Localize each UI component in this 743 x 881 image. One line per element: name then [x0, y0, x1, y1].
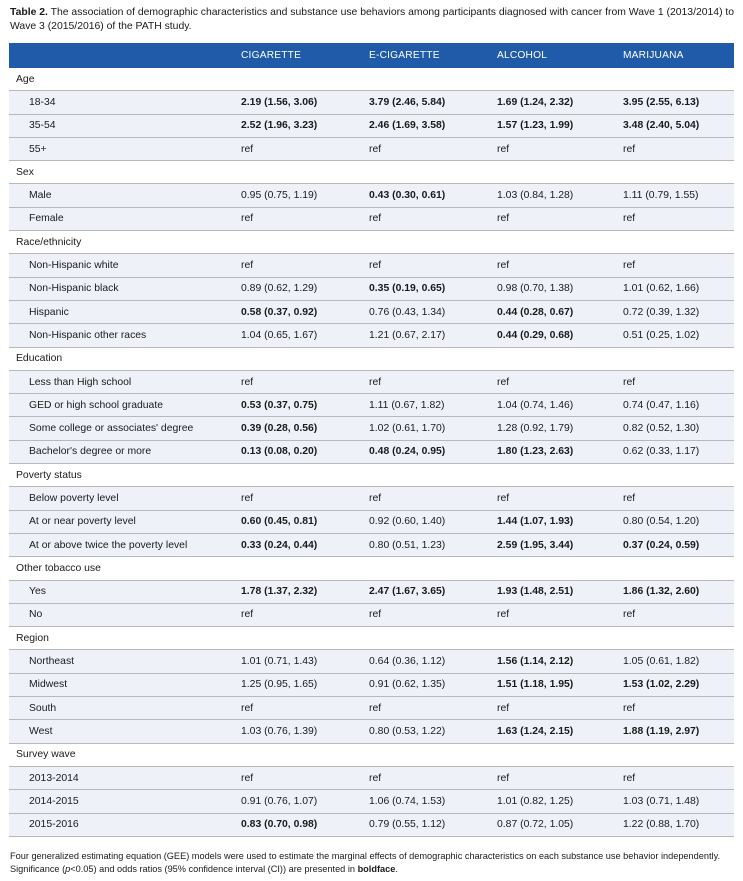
table-cell: ref — [497, 370, 623, 393]
table-row — [9, 533, 734, 556]
column-header: E-CIGARETTE — [369, 43, 497, 68]
row-label: 2014-2015 — [9, 790, 241, 813]
table-cell: 0.43 (0.30, 0.61) — [369, 184, 497, 207]
empty-cell — [241, 347, 369, 370]
table-cell: 1.56 (1.14, 2.12) — [497, 650, 623, 673]
table-cell: ref — [241, 137, 369, 160]
table-row — [9, 790, 734, 813]
table-row — [9, 487, 734, 510]
table-cell: 0.91 (0.62, 1.35) — [369, 673, 497, 696]
table-cell: 1.53 (1.02, 2.29) — [623, 673, 734, 696]
table-cell: 0.44 (0.29, 0.68) — [497, 324, 623, 347]
table-row — [9, 184, 734, 207]
table-cell: 0.35 (0.19, 0.65) — [369, 277, 497, 300]
table-cell: 1.51 (1.18, 1.95) — [497, 673, 623, 696]
row-label: 55+ — [9, 137, 241, 160]
table-cell: 1.44 (1.07, 1.93) — [497, 510, 623, 533]
row-label: Some college or associates' degree — [9, 417, 241, 440]
table-row — [9, 440, 734, 463]
table-cell: 1.01 (0.71, 1.43) — [241, 650, 369, 673]
table-group-row — [9, 743, 734, 766]
table-cell: 1.22 (0.88, 1.70) — [623, 813, 734, 836]
empty-cell — [369, 743, 497, 766]
table-row — [9, 510, 734, 533]
table-row — [9, 720, 734, 743]
table-cell: 0.80 (0.53, 1.22) — [369, 720, 497, 743]
table-cell: ref — [369, 766, 497, 789]
table-caption-label: Table 2. — [10, 7, 48, 18]
row-label: Non-Hispanic other races — [9, 324, 241, 347]
group-label: Poverty status — [9, 464, 241, 487]
empty-cell — [497, 464, 623, 487]
empty-cell — [369, 161, 497, 184]
table-row — [9, 91, 734, 114]
table-cell: ref — [623, 603, 734, 626]
footnote-bold: boldface — [357, 863, 396, 874]
table-cell: 0.53 (0.37, 0.75) — [241, 394, 369, 417]
table-group-row — [9, 464, 734, 487]
empty-cell — [497, 347, 623, 370]
empty-cell — [241, 161, 369, 184]
row-label: 2015-2016 — [9, 813, 241, 836]
table-cell: 1.28 (0.92, 1.79) — [497, 417, 623, 440]
table-cell: 0.80 (0.51, 1.23) — [369, 533, 497, 556]
table-row — [9, 114, 734, 137]
table-cell: 0.13 (0.08, 0.20) — [241, 440, 369, 463]
empty-cell — [241, 627, 369, 650]
empty-cell — [241, 557, 369, 580]
empty-cell — [369, 627, 497, 650]
empty-cell — [623, 347, 734, 370]
table-row — [9, 673, 734, 696]
table-cell: ref — [241, 487, 369, 510]
table-cell: 1.01 (0.62, 1.66) — [623, 277, 734, 300]
table-cell: 0.79 (0.55, 1.12) — [369, 813, 497, 836]
table-cell: 3.95 (2.55, 6.13) — [623, 91, 734, 114]
column-header: MARIJUANA — [623, 43, 734, 68]
row-label: No — [9, 603, 241, 626]
table-cell: 1.63 (1.24, 2.15) — [497, 720, 623, 743]
row-label: Non-Hispanic black — [9, 277, 241, 300]
header-row — [9, 43, 734, 68]
table-cell: ref — [497, 137, 623, 160]
table-cell: 0.74 (0.47, 1.16) — [623, 394, 734, 417]
table-cell: 0.44 (0.28, 0.67) — [497, 300, 623, 323]
table-cell: ref — [241, 603, 369, 626]
table-cell: 0.62 (0.33, 1.17) — [623, 440, 734, 463]
table-cell: 0.83 (0.70, 0.98) — [241, 813, 369, 836]
table-cell: 2.59 (1.95, 3.44) — [497, 533, 623, 556]
group-label: Other tobacco use — [9, 557, 241, 580]
group-label: Sex — [9, 161, 241, 184]
empty-cell — [623, 627, 734, 650]
results-table — [9, 43, 734, 837]
table-cell: 2.52 (1.96, 3.23) — [241, 114, 369, 137]
table-cell: ref — [497, 254, 623, 277]
footnote-text: <0.05) and odds ratios (95% confidence interval (CI)) are presented in — [70, 863, 358, 874]
empty-cell — [623, 464, 734, 487]
row-label: GED or high school graduate — [9, 394, 241, 417]
empty-cell — [497, 557, 623, 580]
table-cell: ref — [623, 137, 734, 160]
table-cell: 0.60 (0.45, 0.81) — [241, 510, 369, 533]
table-cell: ref — [497, 766, 623, 789]
table-cell: 0.95 (0.75, 1.19) — [241, 184, 369, 207]
table-cell: 0.37 (0.24, 0.59) — [623, 533, 734, 556]
table-cell: 1.03 (0.71, 1.48) — [623, 790, 734, 813]
empty-cell — [497, 627, 623, 650]
group-label: Region — [9, 627, 241, 650]
row-label: At or near poverty level — [9, 510, 241, 533]
table-cell: 1.04 (0.65, 1.67) — [241, 324, 369, 347]
row-label: 35-54 — [9, 114, 241, 137]
empty-cell — [241, 231, 369, 254]
table-cell: ref — [623, 766, 734, 789]
table-caption-text: The association of demographic characteristics and substance use behaviors among participants diagnosed with cancer from Wave 1 (2013/2014) to Wave 3 (2015/2016) of the PATH study. — [10, 7, 735, 32]
table-cell: 1.57 (1.23, 1.99) — [497, 114, 623, 137]
row-label: West — [9, 720, 241, 743]
empty-cell — [497, 743, 623, 766]
table-cell: 2.47 (1.67, 3.65) — [369, 580, 497, 603]
table-cell: ref — [497, 207, 623, 230]
table-cell: 0.64 (0.36, 1.12) — [369, 650, 497, 673]
table-cell: ref — [369, 603, 497, 626]
table-cell: ref — [497, 487, 623, 510]
table-row — [9, 300, 734, 323]
table-row — [9, 603, 734, 626]
empty-cell — [369, 68, 497, 91]
table-body — [9, 68, 734, 836]
table-cell: 1.93 (1.48, 2.51) — [497, 580, 623, 603]
column-header: ALCOHOL — [497, 43, 623, 68]
table-cell: 0.33 (0.24, 0.44) — [241, 533, 369, 556]
empty-cell — [241, 68, 369, 91]
table-cell: ref — [623, 254, 734, 277]
empty-cell — [497, 161, 623, 184]
table-cell: 0.87 (0.72, 1.05) — [497, 813, 623, 836]
group-label: Age — [9, 68, 241, 91]
table-row — [9, 394, 734, 417]
table-cell: ref — [241, 254, 369, 277]
table-cell: ref — [369, 137, 497, 160]
empty-cell — [623, 161, 734, 184]
table-cell: 0.92 (0.60, 1.40) — [369, 510, 497, 533]
table-cell: 1.11 (0.79, 1.55) — [623, 184, 734, 207]
table-cell: 1.86 (1.32, 2.60) — [623, 580, 734, 603]
table-cell: 0.48 (0.24, 0.95) — [369, 440, 497, 463]
group-label: Race/ethnicity — [9, 231, 241, 254]
table-row — [9, 697, 734, 720]
table-cell: ref — [241, 766, 369, 789]
table-cell: ref — [623, 697, 734, 720]
table-row — [9, 766, 734, 789]
table-cell: ref — [241, 207, 369, 230]
table-group-row — [9, 557, 734, 580]
table-caption — [10, 6, 735, 34]
table-cell: 1.25 (0.95, 1.65) — [241, 673, 369, 696]
table-cell: 2.46 (1.69, 3.58) — [369, 114, 497, 137]
row-label: Midwest — [9, 673, 241, 696]
table-cell: 1.80 (1.23, 2.63) — [497, 440, 623, 463]
empty-cell — [497, 68, 623, 91]
table-cell: 3.79 (2.46, 5.84) — [369, 91, 497, 114]
group-label: Education — [9, 347, 241, 370]
empty-cell — [623, 231, 734, 254]
table-cell: 1.03 (0.76, 1.39) — [241, 720, 369, 743]
table-row — [9, 813, 734, 836]
empty-cell — [241, 464, 369, 487]
table-row — [9, 650, 734, 673]
row-label: Below poverty level — [9, 487, 241, 510]
table-cell: ref — [623, 207, 734, 230]
table-row — [9, 324, 734, 347]
empty-cell — [369, 347, 497, 370]
row-label: Hispanic — [9, 300, 241, 323]
footnote-text: Four generalized estimating equation (GEE) models were used to estimate the marginal effects of demographic characteristics on each substance use behavior independently. Significance ( — [10, 851, 721, 874]
group-label: Survey wave — [9, 743, 241, 766]
row-label: Less than High school — [9, 370, 241, 393]
empty-cell — [369, 464, 497, 487]
table-group-row — [9, 161, 734, 184]
table-cell: 1.01 (0.82, 1.25) — [497, 790, 623, 813]
table-row — [9, 417, 734, 440]
footnote-p: p — [65, 863, 71, 874]
table-footnote — [10, 850, 735, 875]
table-cell: ref — [369, 207, 497, 230]
table-cell: 0.58 (0.37, 0.92) — [241, 300, 369, 323]
table-cell: 0.51 (0.25, 1.02) — [623, 324, 734, 347]
empty-cell — [623, 68, 734, 91]
table-row — [9, 254, 734, 277]
table-group-row — [9, 347, 734, 370]
table-cell: ref — [623, 370, 734, 393]
empty-cell — [623, 557, 734, 580]
table-group-row — [9, 627, 734, 650]
table-cell: 0.91 (0.76, 1.07) — [241, 790, 369, 813]
table-cell: ref — [623, 487, 734, 510]
table-cell: 0.72 (0.39, 1.32) — [623, 300, 734, 323]
row-label: South — [9, 697, 241, 720]
row-label: 2013-2014 — [9, 766, 241, 789]
table-cell: 0.89 (0.62, 1.29) — [241, 277, 369, 300]
table-group-row — [9, 231, 734, 254]
table-cell: ref — [369, 370, 497, 393]
table-row — [9, 207, 734, 230]
table-row — [9, 137, 734, 160]
table-row — [9, 580, 734, 603]
table-cell: 1.04 (0.74, 1.46) — [497, 394, 623, 417]
table-cell: 0.82 (0.52, 1.30) — [623, 417, 734, 440]
row-label: Female — [9, 207, 241, 230]
row-label: Bachelor's degree or more — [9, 440, 241, 463]
table-cell: 1.03 (0.84, 1.28) — [497, 184, 623, 207]
table-group-row — [9, 68, 734, 91]
table-row — [9, 277, 734, 300]
row-label: At or above twice the poverty level — [9, 533, 241, 556]
row-label: Male — [9, 184, 241, 207]
table-cell: ref — [369, 487, 497, 510]
table-cell: ref — [369, 697, 497, 720]
table-cell: 0.98 (0.70, 1.38) — [497, 277, 623, 300]
table-cell: 1.11 (0.67, 1.82) — [369, 394, 497, 417]
empty-cell — [497, 231, 623, 254]
row-label: 18-34 — [9, 91, 241, 114]
table-cell: 2.19 (1.56, 3.06) — [241, 91, 369, 114]
table-cell: 1.21 (0.67, 2.17) — [369, 324, 497, 347]
table-cell: 0.39 (0.28, 0.56) — [241, 417, 369, 440]
table-cell: 1.78 (1.37, 2.32) — [241, 580, 369, 603]
empty-cell — [241, 743, 369, 766]
footnote-text: . — [395, 863, 398, 874]
table-row — [9, 370, 734, 393]
column-header — [9, 43, 241, 68]
table-cell: ref — [369, 254, 497, 277]
table-cell: 1.88 (1.19, 2.97) — [623, 720, 734, 743]
table-cell: 1.05 (0.61, 1.82) — [623, 650, 734, 673]
table-cell: ref — [241, 370, 369, 393]
column-header: CIGARETTE — [241, 43, 369, 68]
empty-cell — [623, 743, 734, 766]
row-label: Northeast — [9, 650, 241, 673]
table-cell: 0.76 (0.43, 1.34) — [369, 300, 497, 323]
table-cell: 1.69 (1.24, 2.32) — [497, 91, 623, 114]
table-cell: ref — [241, 697, 369, 720]
table-cell: ref — [497, 697, 623, 720]
table-cell: 1.02 (0.61, 1.70) — [369, 417, 497, 440]
empty-cell — [369, 557, 497, 580]
table-cell: 0.80 (0.54, 1.20) — [623, 510, 734, 533]
table-cell: 3.48 (2.40, 5.04) — [623, 114, 734, 137]
row-label: Non-Hispanic white — [9, 254, 241, 277]
table-cell: ref — [497, 603, 623, 626]
row-label: Yes — [9, 580, 241, 603]
empty-cell — [369, 231, 497, 254]
table-cell: 1.06 (0.74, 1.53) — [369, 790, 497, 813]
